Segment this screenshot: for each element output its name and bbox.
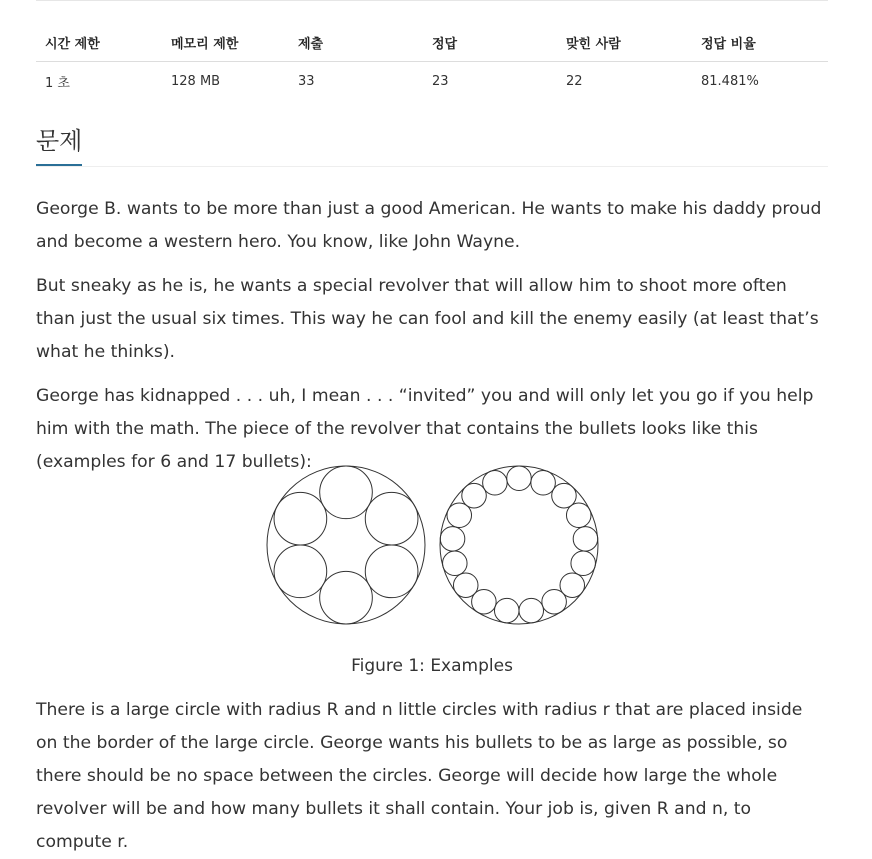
info-header-row xyxy=(36,24,828,62)
figure-caption: Figure 1: Examples xyxy=(351,656,513,676)
header-solvers: 맞힌 사람 xyxy=(557,24,692,62)
section-title: 문제 xyxy=(36,124,82,166)
bullet-circle xyxy=(573,527,598,552)
header-submissions: 제출 xyxy=(289,24,423,62)
problem-section-header xyxy=(36,124,828,167)
bullet-circle xyxy=(472,589,497,614)
info-value-row xyxy=(36,62,828,101)
header-accept-ratio: 정답 비율 xyxy=(692,24,828,62)
top-divider xyxy=(36,0,828,1)
bullet-circle xyxy=(483,471,508,496)
paragraph-3: George has kidnapped . . . uh, I mean . . . “invited” you and will only let you go if you help him with the math. The piece of the revolver that contains the bullets looks like this (examples for 6 and 17 bullets): xyxy=(36,386,814,472)
bullet-circle xyxy=(571,551,596,576)
header-time-limit: 시간 제한 xyxy=(36,24,162,62)
bullet-circle xyxy=(552,483,577,508)
bullet-circle xyxy=(320,571,373,624)
header-memory-limit: 메모리 제한 xyxy=(162,24,289,62)
value-solvers: 22 xyxy=(566,73,583,89)
bullet-circle xyxy=(365,545,418,598)
value-time-limit: 1 초 xyxy=(45,75,70,91)
bullet-circle xyxy=(274,492,327,545)
bullet-circle xyxy=(560,573,585,598)
problem-info-table xyxy=(36,24,828,100)
bullet-circle xyxy=(274,545,327,598)
bullet-circle xyxy=(440,527,465,552)
problem-description xyxy=(36,193,828,490)
value-submissions: 33 xyxy=(298,73,315,89)
problem-description-continued xyxy=(36,694,828,859)
header-accepted: 정답 xyxy=(423,24,557,62)
bullet-circle xyxy=(507,466,532,491)
paragraph-2: But sneaky as he is, he wants a special revolver that will allow him to shoot more often than just the usual six times. This way he can fool and kill the enemy easily (at least that’s what he thinks). xyxy=(36,276,819,362)
bullet-circle xyxy=(365,492,418,545)
bullet-circle xyxy=(519,598,544,623)
bullet-circle xyxy=(531,471,556,496)
revolver-6-bullets xyxy=(267,466,425,624)
paragraph-4: There is a large circle with radius R and n little circles with radius r that are placed inside on the border of the large circle. George wants his bullets to be as large as possible, so there should be no space between the circles. George will decide how large the whole revolver will be and how many bullets it shall contain. Your job is, given R and n, to compute r. xyxy=(36,700,803,852)
bullet-circle xyxy=(443,551,468,576)
value-memory-limit: 128 MB xyxy=(171,73,221,89)
value-accept-ratio: 81.481% xyxy=(701,73,759,89)
bullet-circle xyxy=(447,503,472,528)
bullet-circle xyxy=(320,466,373,519)
bullet-circle xyxy=(494,598,519,623)
paragraph-1: George B. wants to be more than just a good American. He wants to make his daddy proud and become a western hero. You know, like John Wayne. xyxy=(36,199,822,252)
revolver-diagram xyxy=(266,463,602,628)
outer-circle xyxy=(267,466,425,624)
revolver-17-bullets xyxy=(440,466,598,624)
value-accepted: 23 xyxy=(432,73,449,89)
revolver-figure xyxy=(36,463,828,628)
